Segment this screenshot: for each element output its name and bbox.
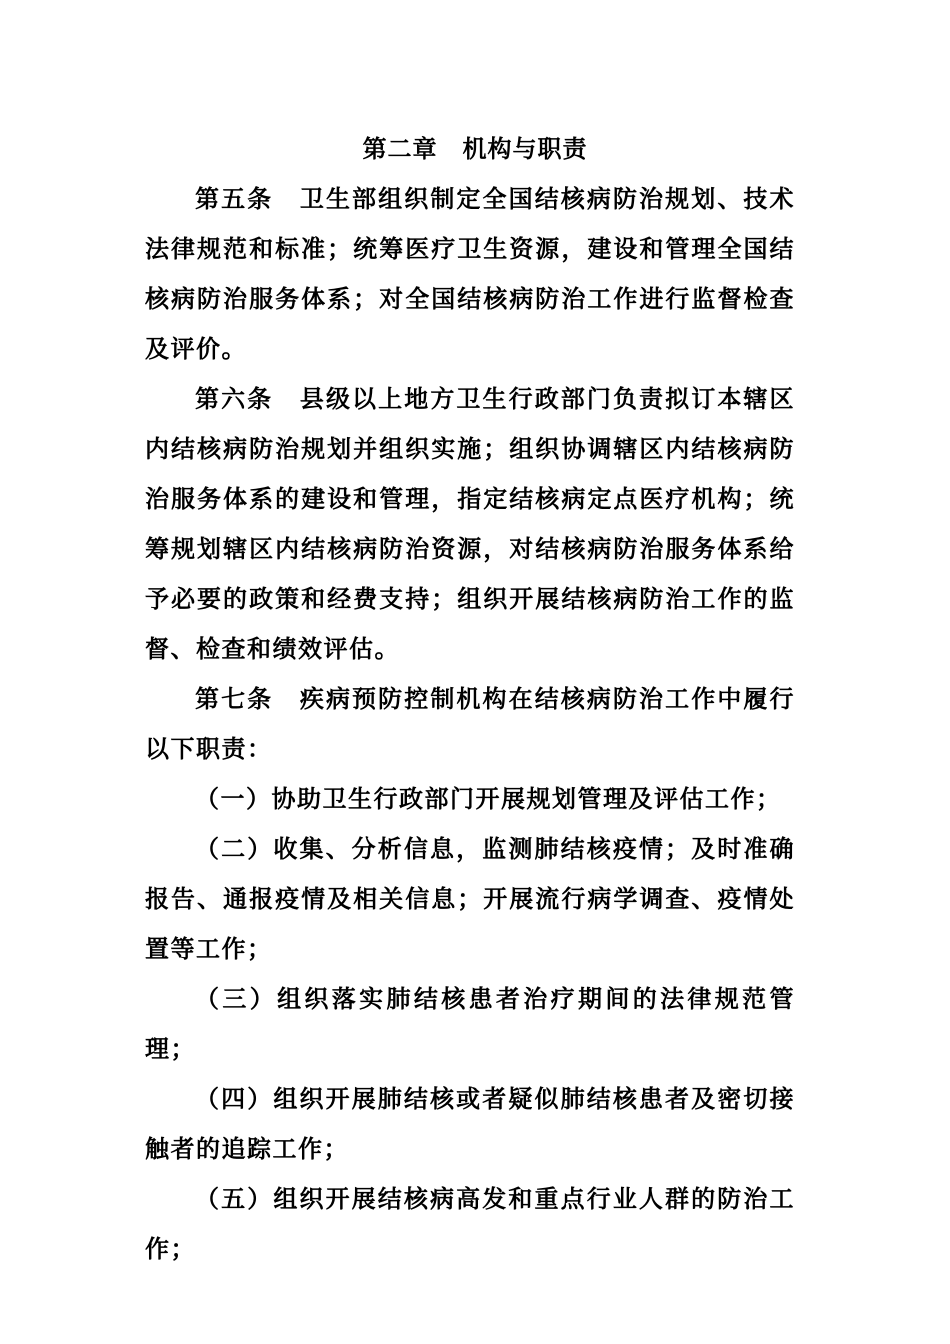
list-item-2: （二）收集、分析信息，监测肺结核疫情；及时准确报告、通报疫情及相关信息；开展流行病学调查、疫情处置等工作； xyxy=(145,835,795,963)
list-item-5: （五）组织开展结核病高发和重点行业人群的防治工作； xyxy=(145,1185,795,1263)
article-5 xyxy=(145,174,795,374)
list-item-1: （一）协助卫生行政部门开展规划管理及评估工作； xyxy=(195,785,782,813)
article-label: 第七条 xyxy=(195,685,274,713)
article-6 xyxy=(145,374,795,674)
article-7 xyxy=(145,674,795,774)
article-label: 第五条 xyxy=(195,185,274,213)
article-text: 县级以上地方卫生行政部门负责拟订本辖区内结核病防治规划并组织实施；组织协调辖区内结核病防治服务体系的建设和管理，指定结核病定点医疗机构；统筹规划辖区内结核病防治资源，对结核病防治服务体系给予必要的政策和经费支持；组织开展结核病防治工作的监督、检查和绩效评估。 xyxy=(145,385,796,663)
list-item-3: （三）组织落实肺结核患者治疗期间的法律规范管理； xyxy=(145,985,795,1063)
list-item-4: （四）组织开展肺结核或者疑似肺结核患者及密切接触者的追踪工作； xyxy=(145,1085,795,1163)
article-text: 疾病预防控制机构在结核病防治工作中履行以下职责： xyxy=(145,685,796,763)
chapter-title: 第二章 机构与职责 xyxy=(362,135,588,163)
document-page xyxy=(145,124,795,1274)
article-label: 第六条 xyxy=(195,385,274,413)
article-text: 卫生部组织制定全国结核病防治规划、技术法律规范和标准；统筹医疗卫生资源，建设和管理全国结核病防治服务体系；对全国结核病防治工作进行监督检查及评价。 xyxy=(145,185,796,363)
